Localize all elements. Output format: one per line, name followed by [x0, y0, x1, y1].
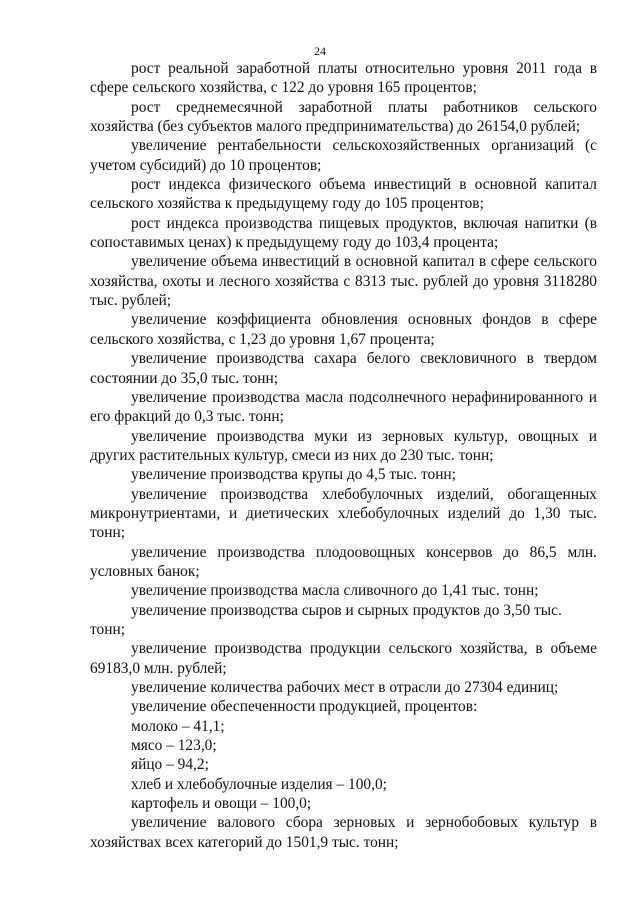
page-number: 24: [314, 44, 326, 58]
paragraph: увеличение производства хлебобулочных изделий, обогащенных микронутриентами, и диетических хлебобулочных изделий до 1,30 тыс. тонн;: [90, 485, 597, 542]
list-item: картофель и овощи – 100,0;: [131, 795, 312, 813]
paragraph: увеличение обеспеченности продукцией, процентов:: [131, 698, 478, 716]
paragraph: рост среднемесячной заработной платы работников сельского хозяйства (без субъектов малого предпринимательства) до 26154,0 рублей;: [90, 98, 597, 136]
paragraph: рост индекса физического объема инвестиций в основной капитал сельского хозяйства к предыдущему году до 105 процентов;: [90, 176, 597, 213]
paragraph: рост индекса производства пищевых продуктов, включая напитки (в сопоставимых ценах) к предыдущему году до 103,4 процента;: [90, 214, 597, 252]
paragraph: увеличение производства плодоовощных консервов до 86,5 млн. условных банок;: [90, 543, 597, 580]
list-item: молоко – 41,1;: [131, 717, 225, 735]
paragraph: увеличение производства масла сливочного до 1,41 тыс. тонн;: [131, 582, 539, 600]
paragraph: увеличение рентабельности сельскохозяйственных организаций (с учетом субсидий) до 10 процентов;: [90, 137, 597, 174]
paragraph: увеличение производства сыров и сырных продуктов до 3,50 тыс. тонн;: [90, 601, 562, 638]
document-body: [90, 59, 597, 852]
list-item: хлеб и хлебобулочные изделия – 100,0;: [131, 775, 387, 793]
paragraph: увеличение производства крупы до 4,5 тыс. тонн;: [131, 466, 456, 484]
paragraph: увеличение производства продукции сельского хозяйства, в объеме 69183,0 млн. рублей;: [90, 640, 597, 677]
paragraph: рост реальной заработной платы относительно уровня 2011 года в сфере сельского хозяйства, с 122 до уровня 165 процентов;: [90, 60, 597, 97]
paragraph: увеличение производства сахара белого свекловичного в твердом состоянии до 35,0 тыс. тонн;: [90, 350, 597, 387]
paragraph: увеличение валового сбора зерновых и зернобобовых культур в хозяйствах всех категорий до 1501,9 тыс. тонн;: [90, 814, 597, 851]
paragraph: увеличение производства муки из зерновых культур, овощных и других растительных культур, смеси из них до 230 тыс. тонн;: [90, 427, 597, 464]
paragraph: увеличение объема инвестиций в основной капитал в сфере сельского хозяйства, охоты и лесного хозяйства с 8313 тыс. рублей до уровня 3118280 тыс. рублей;: [90, 253, 597, 310]
list-item: мясо – 123,0;: [131, 737, 217, 755]
paragraph: увеличение коэффициента обновления основных фондов в сфере сельского хозяйства, с 1,23 до уровня 1,67 процента;: [90, 311, 597, 348]
paragraph: увеличение количества рабочих мест в отрасли до 27304 единиц;: [131, 679, 559, 696]
list-item: яйцо – 94,2;: [131, 756, 209, 774]
paragraph: увеличение производства масла подсолнечного нерафинированного и его фракций до 0,3 тыс. тонн;: [90, 388, 597, 426]
